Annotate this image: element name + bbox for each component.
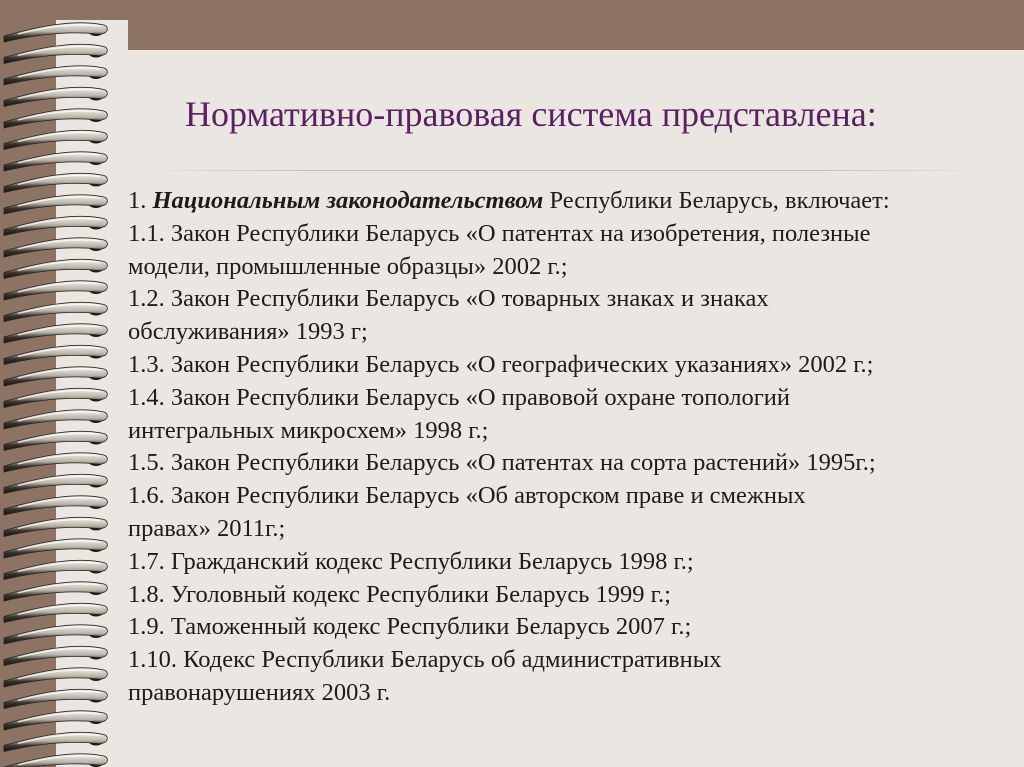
list-item: правонарушениях 2003 г. [128, 678, 391, 706]
spiral-ring [4, 754, 107, 767]
spiral-ring [4, 238, 107, 257]
law-list [128, 185, 1008, 710]
spiral-ring [4, 474, 107, 493]
spiral-ring [4, 711, 107, 730]
list-item: правах» 2011г.; [128, 514, 286, 542]
spiral-ring [4, 152, 107, 171]
list-item: 1.7. Гражданский кодекс Республики Беларусь 1998 г.; [128, 547, 694, 575]
list-item: обслуживания» 1993 г; [128, 318, 368, 346]
spiral-coil-icon [0, 0, 140, 767]
spiral-ring [4, 517, 107, 536]
spiral-ring [4, 23, 107, 42]
title-divider [138, 170, 988, 171]
spiral-ring [4, 302, 107, 321]
spiral-ring [4, 216, 107, 235]
slide-title: Нормативно-правовая система представлена: [185, 94, 877, 134]
list-item: 1.10. Кодекс Республики Беларусь об административных [128, 646, 722, 674]
spiral-ring [4, 625, 107, 644]
spiral-ring [4, 603, 107, 622]
intro-rest: Республики Беларусь, включает: [549, 187, 890, 214]
list-item: модели, промышленные образцы» 2002 г.; [128, 252, 568, 280]
spiral-ring [4, 668, 107, 687]
spiral-ring [4, 195, 107, 214]
spiral-ring [4, 173, 107, 192]
list-item: интегральных микросхем» 1998 г.; [128, 416, 489, 444]
list-item: 1.5. Закон Республики Беларусь «О патентах на сорта растений» 1995г.; [128, 449, 876, 477]
spiral-ring [4, 367, 107, 386]
spiral-ring [4, 345, 107, 364]
spiral-ring [4, 496, 107, 515]
spiral-ring [4, 431, 107, 450]
spiral-ring [4, 281, 107, 300]
list-item: 1.8. Уголовный кодекс Республики Беларусь 1999 г.; [128, 580, 671, 608]
spiral-ring [4, 109, 107, 128]
list-item: 1.6. Закон Республики Беларусь «Об авторском праве и смежных [128, 482, 806, 510]
spiral-ring [4, 539, 107, 558]
spiral-ring [4, 410, 107, 429]
spiral-ring [4, 44, 107, 63]
intro-number: 1. [128, 187, 147, 214]
spiral-ring [4, 259, 107, 278]
list-intro [128, 185, 1008, 218]
spiral-ring [4, 324, 107, 343]
list-item: 1.1. Закон Республики Беларусь «О патентах на изобретения, полезные [128, 219, 871, 247]
spiral-ring [4, 560, 107, 579]
list-item: 1.2. Закон Республики Беларусь «О товарных знаках и знаках [128, 285, 769, 313]
list-item: 1.4. Закон Республики Беларусь «О правовой охране топологий [128, 383, 790, 411]
intro-emphasis: Национальным законодательством [152, 187, 544, 214]
spiral-ring [4, 732, 107, 751]
spiral-ring [4, 388, 107, 407]
top-frame-band [0, 0, 1024, 50]
spiral-ring [4, 646, 107, 665]
spiral-ring [4, 66, 107, 85]
spiral-ring [4, 130, 107, 149]
spiral-ring [4, 689, 107, 708]
spiral-ring [4, 582, 107, 601]
spiral-ring [4, 453, 107, 472]
spiral-ring [4, 87, 107, 106]
list-item: 1.9. Таможенный кодекс Республики Беларусь 2007 г.; [128, 613, 692, 641]
list-item: 1.3. Закон Республики Беларусь «О географических указаниях» 2002 г.; [128, 350, 874, 378]
